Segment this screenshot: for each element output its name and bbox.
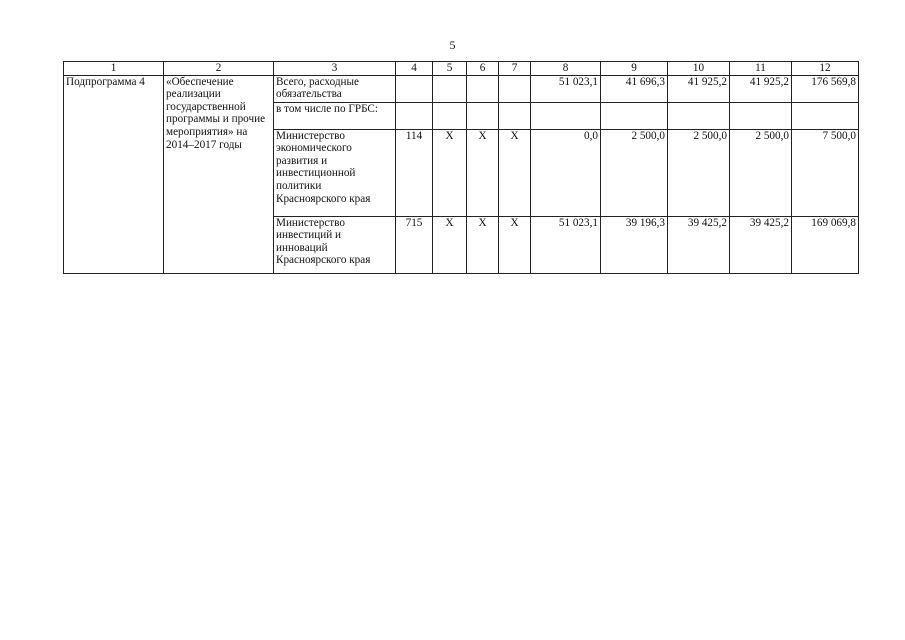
table-cell: 0,0 <box>531 129 601 216</box>
row-description: Всего, расходные обязательства <box>274 75 396 102</box>
table-cell <box>499 102 531 129</box>
header-cell: 9 <box>601 62 668 76</box>
table-cell <box>433 102 467 129</box>
table-cell <box>467 102 499 129</box>
header-cell: 10 <box>668 62 730 76</box>
table-cell: 41 925,2 <box>730 75 792 102</box>
header-cell: 3 <box>274 62 396 76</box>
page-number: 5 <box>449 38 456 52</box>
header-cell: 5 <box>433 62 467 76</box>
table-cell: 41 696,3 <box>601 75 668 102</box>
table-cell <box>792 102 859 129</box>
table-cell: 51 023,1 <box>531 75 601 102</box>
header-cell: 2 <box>164 62 274 76</box>
table-cell: 169 069,8 <box>792 216 859 273</box>
table-cell: Х <box>499 216 531 273</box>
header-row <box>64 62 859 76</box>
table-cell <box>601 102 668 129</box>
row-description: в том числе по ГРБС: <box>274 102 396 129</box>
table-cell <box>433 75 467 102</box>
table-cell: 176 569,8 <box>792 75 859 102</box>
table-cell: 51 023,1 <box>531 216 601 273</box>
header-cell: 4 <box>396 62 433 76</box>
header-cell: 6 <box>467 62 499 76</box>
table-cell: 2 500,0 <box>668 129 730 216</box>
budget-table <box>63 61 859 274</box>
table-cell: 7 500,0 <box>792 129 859 216</box>
program-name-cell: «Обеспечение реализации государственной программы и прочие мероприятия» на 2014–2017 годы <box>164 75 274 273</box>
table-cell: Х <box>499 129 531 216</box>
table-cell: Х <box>467 216 499 273</box>
header-cell: 8 <box>531 62 601 76</box>
table-cell <box>668 102 730 129</box>
row-description: Министерство экономического развития и инвестиционной политики Красноярского края <box>274 129 396 216</box>
table-cell <box>396 102 433 129</box>
table-cell: 2 500,0 <box>730 129 792 216</box>
header-cell: 7 <box>499 62 531 76</box>
table-cell: 39 425,2 <box>668 216 730 273</box>
table-cell: 2 500,0 <box>601 129 668 216</box>
table-cell <box>531 102 601 129</box>
table-cell: 39 196,3 <box>601 216 668 273</box>
table-cell: 41 925,2 <box>668 75 730 102</box>
table-cell: Х <box>467 129 499 216</box>
row-description: Министерство инвестиций и инноваций Красноярского края <box>274 216 396 273</box>
header-cell: 12 <box>792 62 859 76</box>
table-cell: Х <box>433 216 467 273</box>
header-cell: 1 <box>64 62 164 76</box>
table-cell <box>499 75 531 102</box>
table-cell: 39 425,2 <box>730 216 792 273</box>
table-cell <box>467 75 499 102</box>
table-cell <box>396 75 433 102</box>
header-cell: 11 <box>730 62 792 76</box>
table-cell: 715 <box>396 216 433 273</box>
table-row <box>64 75 859 102</box>
table-cell: Х <box>433 129 467 216</box>
table-cell: 114 <box>396 129 433 216</box>
table-cell <box>730 102 792 129</box>
program-label-cell: Подпрограмма 4 <box>64 75 164 273</box>
